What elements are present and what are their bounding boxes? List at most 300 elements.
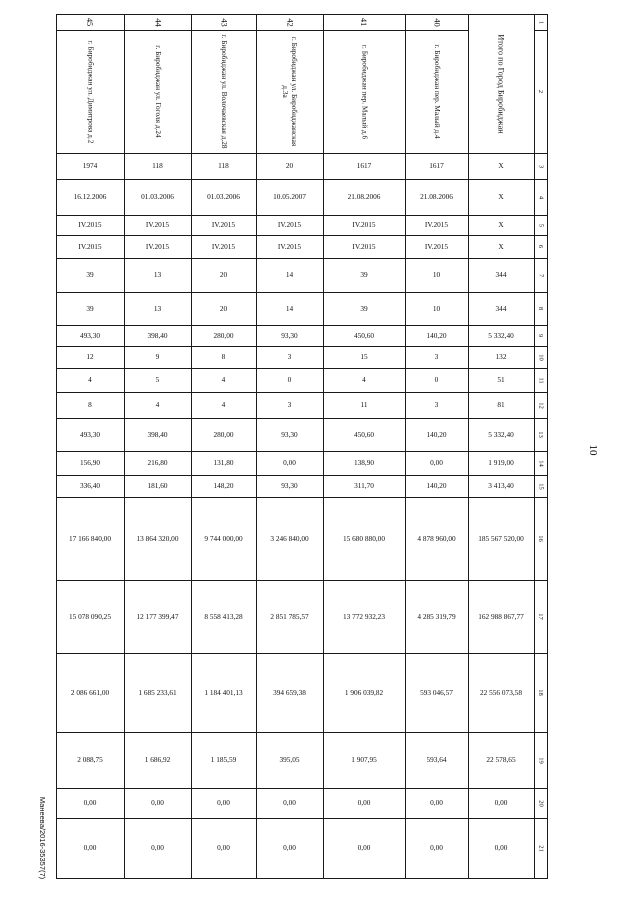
column-number [536,218,545,232]
table-cell [256,153,323,179]
total-cell-text: X [498,241,504,251]
table-cell [405,497,468,580]
table-cell [323,235,405,258]
table-cell [405,325,468,346]
table-cell-text: 12 177 399,47 [136,611,179,621]
total-cell [468,235,534,258]
total-cell-text: 1 919,00 [488,458,514,468]
merged-cell-mask [469,30,534,31]
total-cell [468,153,534,179]
total-cell-text: X [498,192,504,202]
table-cell [256,818,323,878]
table-cell [323,580,405,653]
table-cell-text: 280,00 [213,330,234,340]
table-cell-text: 12 [86,352,94,362]
table-cell-text: 118 [152,161,163,171]
table-cell-text: 0,00 [217,798,230,808]
table-cell-text: 8 [221,352,226,362]
total-cell [468,732,534,788]
record-address-text: г. Биробиджан пер. Малый д.4 [432,44,442,139]
total-cell [468,451,534,475]
table-cell-text: 1 686,92 [144,755,171,765]
table-cell [256,292,323,325]
table-cell-text: 13 [153,270,162,280]
table-cell-text: 14 [285,270,294,280]
table-cell-text: 593 046,57 [420,687,453,697]
table-cell-text: 1 184 401,13 [204,687,243,697]
table-cell-text: 15 [360,352,368,362]
column-number-text: 3 [537,164,544,168]
table-cell [405,292,468,325]
total-cell [468,418,534,451]
total-cell-text: 3 413,40 [488,481,514,491]
table-cell-text: 181,60 [147,481,168,491]
table-cell [124,653,191,732]
table-cell-text: 21.08.2006 [420,192,453,202]
table-cell-text: 93,30 [281,481,298,491]
total-cell [468,292,534,325]
record-address-text: г. Биробиджан ул. Волочаевская д.28 [219,34,229,149]
column-number [536,33,545,150]
table-cell [405,580,468,653]
table-cell-text: 1 907,95 [351,755,377,765]
total-cell [468,258,534,292]
table-cell [124,392,191,418]
table-cell [56,653,124,732]
column-number-text: 13 [537,431,544,438]
table-cell [323,215,405,235]
table-cell [56,475,124,497]
column-number [536,17,545,27]
table-cell [405,368,468,392]
column-number [536,478,545,494]
table-cell [56,788,124,818]
table-cell-text: 3 [287,352,292,362]
column-number [536,371,545,389]
table-cell [405,235,468,258]
record-number [258,17,321,27]
table-cell-text: 336,40 [79,481,101,491]
table-cell [405,179,468,215]
table-cell-text: 1617 [356,161,372,171]
table-cell-text: 10 [432,270,441,280]
table-cell [323,368,405,392]
table-cell-text: IV.2015 [78,220,102,230]
table-cell-text: 0,00 [430,458,443,468]
table-cell [56,292,124,325]
table-cell-text: 2 086 661,00 [70,687,110,697]
table-cell-text: 0,00 [283,458,296,468]
table-cell [191,580,256,653]
column-number-text: 1 [537,20,544,24]
table-cell-text: IV.2015 [277,241,302,251]
table-cell [323,451,405,475]
column-number [536,454,545,472]
table-cell [256,451,323,475]
total-cell-text: X [498,161,504,171]
table-cell [256,325,323,346]
record-address [407,33,466,150]
table-cell [191,153,256,179]
table-cell [56,325,124,346]
column-number-text: 21 [537,844,544,852]
table-cell-text: 140,20 [426,429,447,439]
table-cell-text: 3 [287,400,292,410]
record-address-text: г. Биробиджан ул. Гоголя д.24 [153,45,163,138]
total-cell-text: 22 578,65 [486,755,516,765]
table-cell-text: IV.2015 [211,220,236,230]
table-cell [124,418,191,451]
table-cell [191,392,256,418]
column-number [536,182,545,212]
column-number [536,295,545,322]
column-number [536,791,545,815]
table-cell [124,258,191,292]
table-cell-text: 593,64 [426,755,447,765]
table-cell-text: 1617 [429,161,444,171]
table-cell-text: 14 [285,303,294,313]
table-cell [191,732,256,788]
column-number-text: 2 [537,89,544,94]
table-cell-text: 13 [153,303,162,313]
table-cell [191,451,256,475]
total-cell [468,497,534,580]
table-cell-text: 0,00 [357,843,371,853]
table-cell-text: 9 744 000,00 [204,533,243,543]
table-cell-text: 3 [434,400,439,410]
table-cell [256,368,323,392]
table-cell-text: IV.2015 [145,220,170,230]
table-cell-text: 10 [432,303,441,313]
total-cell [468,346,534,368]
table-vertical-rule [547,14,548,879]
table-cell-text: 140,20 [426,481,447,491]
table-cell-text: 4 [88,375,92,385]
table-cell-text: IV.2015 [277,220,302,230]
total-cell [468,475,534,497]
total-cell-text: 0,00 [494,798,508,808]
total-cell-text: 344 [495,270,507,280]
table-cell-text: 394 659,38 [273,687,306,697]
table-cell-text: 20 [285,161,294,171]
table-cell-text: IV.2015 [145,241,170,251]
table-cell [56,451,124,475]
table-cell [56,392,124,418]
total-cell-text: 162 988 867,77 [478,611,524,621]
total-cell-text: 81 [497,400,505,410]
table-cell-text: 8 558 413,28 [204,611,243,621]
table-cell [323,179,405,215]
table-cell [191,235,256,258]
table-cell [323,653,405,732]
table-cell-text: 2 851 785,57 [270,611,309,621]
table-cell-text: 450,60 [353,330,375,340]
table-cell-text: 1 906 039,82 [344,687,384,697]
table-cell [124,179,191,215]
record-address [258,33,321,150]
table-cell [256,346,323,368]
table-cell [256,392,323,418]
table-cell [256,418,323,451]
table-cell [405,732,468,788]
table-cell [405,346,468,368]
record-number [325,17,403,27]
total-cell-text: 185 567 520,00 [478,533,524,543]
table-cell [256,215,323,235]
table-cell [256,258,323,292]
table-cell [256,179,323,215]
record-number-text: 41 [359,17,369,27]
table-cell-text: 39 [360,303,368,313]
table-cell-text: IV.2015 [78,241,102,251]
table-cell [256,788,323,818]
table-cell [124,368,191,392]
table-cell-text: 17 166 840,00 [69,533,111,543]
table-cell-text: IV.2015 [424,220,449,230]
table-cell [124,788,191,818]
table-cell-text: 3 [434,352,439,362]
record-address-text: г. Биробиджан ул. Димитрова д.2 [86,40,96,143]
record-number-text: 42 [285,17,294,27]
table-cell-text: 4 878 960,00 [417,533,456,543]
record-address-text: г. Биробиджан пер. Малый д.6 [360,44,370,139]
table-cell [256,580,323,653]
total-cell-text: 344 [495,303,507,313]
column-number-text: 16 [537,535,544,542]
table-cell-text: IV.2015 [352,241,376,251]
footer-code: Манеева/2016-35357(7) [38,796,47,880]
table-horizontal-rule [56,14,548,15]
table-cell-text: 4 [221,400,226,410]
table-cell-text: 10.05.2007 [273,192,306,202]
column-number [536,735,545,785]
total-cell [468,788,534,818]
column-number-text: 10 [537,353,544,361]
table-cell-text: 4 285 319,79 [417,611,456,621]
total-cell-text: 132 [495,352,507,362]
table-cell-text: 216,80 [147,458,168,468]
table-cell-text: IV.2015 [424,241,449,251]
total-cell-text: 5 332,40 [488,330,514,340]
total-cell [468,653,534,732]
total-cell [468,392,534,418]
table-cell [56,346,124,368]
table-cell [256,732,323,788]
table-cell-text: 93,30 [281,429,298,439]
table-cell [405,392,468,418]
table-cell-text: 39 [86,270,94,280]
table-cell [56,153,124,179]
table-cell [124,451,191,475]
table-cell [124,497,191,580]
table-cell-text: 13 864 320,00 [136,533,179,543]
table-cell-text: 39 [360,270,368,280]
column-number-text: 14 [537,459,544,467]
table-cell [256,235,323,258]
column-number-text: 12 [537,401,544,409]
record-number [126,17,189,27]
table-cell-text: 398,40 [147,429,168,439]
table-cell-text: 148,20 [213,481,234,491]
column-number [536,421,545,448]
table-cell [56,818,124,878]
table-cell [124,475,191,497]
table-cell [124,818,191,878]
table-cell [124,153,191,179]
table-cell-text: 15 680 880,00 [343,533,385,543]
table-cell [323,346,405,368]
table-cell [56,258,124,292]
table-cell-text: 0,00 [283,798,296,808]
table-cell [323,292,405,325]
table-cell-text: 311,70 [354,481,374,491]
table-cell [124,215,191,235]
table-cell-text: 0,00 [83,798,97,808]
total-cell [468,325,534,346]
table-cell [191,475,256,497]
table-cell [191,497,256,580]
record-number-text: 44 [153,17,162,27]
table-cell-text: 0 [287,375,292,385]
table-cell-text: 118 [218,161,229,171]
column-number-text: 18 [537,689,544,696]
table-cell-text: 13 772 932,23 [343,611,385,621]
table-cell [191,258,256,292]
table-cell [56,235,124,258]
table-cell-text: 20 [219,270,228,280]
table-cell [191,179,256,215]
table-cell [191,368,256,392]
table-cell [191,788,256,818]
table-cell-text: 01.03.2006 [141,192,174,202]
table-cell-text: 0 [434,375,439,385]
column-number [536,261,545,289]
table-cell-text: 4 [155,400,160,410]
record-number-text: 45 [85,17,95,27]
table-cell-text: 9 [155,352,160,362]
table-cell-text: 0,00 [217,843,230,853]
total-cell-text: 0,00 [494,843,508,853]
table-cell [191,418,256,451]
total-header-text: Итого по Город Биробиджан [496,33,506,134]
total-cell-text: 51 [497,375,505,385]
table-cell [405,475,468,497]
column-number [536,349,545,365]
record-address [58,33,122,150]
column-number [536,238,545,255]
table-cell [191,292,256,325]
column-number-text: 11 [537,376,544,384]
total-cell-text: X [498,220,504,230]
table-cell-text: 15 078 090,25 [69,611,111,621]
table-cell-text: 0,00 [357,798,371,808]
table-cell [405,653,468,732]
column-number [536,395,545,415]
record-number [58,17,122,27]
column-number-text: 5 [537,223,544,227]
table-cell-text: 4 [221,375,226,385]
table-cell-text: 4 [362,375,366,385]
table-cell [124,292,191,325]
record-address [325,33,403,150]
table-cell [56,732,124,788]
table-cell-text: 398,40 [147,330,168,340]
table-cell [256,653,323,732]
column-number [536,821,545,875]
table-cell-text: 8 [88,400,92,410]
table-cell-text: 156,90 [79,458,101,468]
table-cell-text: 20 [219,303,228,313]
table-cell-text: 280,00 [213,429,234,439]
table-cell [124,732,191,788]
table-cell-text: IV.2015 [352,220,376,230]
table-cell-text: 0,00 [83,843,97,853]
record-number [407,17,466,27]
total-cell [468,368,534,392]
table-cell [191,325,256,346]
table-cell [323,732,405,788]
table-cell-text: 395,05 [279,755,300,765]
column-number [536,156,545,176]
column-number-text: 15 [537,482,544,490]
table-cell [56,580,124,653]
table-cell-text: 3 246 840,00 [270,533,309,543]
total-cell-text: 5 332,40 [488,429,514,439]
total-header [471,19,531,148]
table-cell-text: 1 185,59 [210,755,237,765]
table-cell [405,451,468,475]
column-number-text: 6 [537,244,544,249]
table-cell-text: 0,00 [430,843,443,853]
table-cell [56,368,124,392]
total-cell [468,580,534,653]
table-cell-text: 0,00 [151,798,164,808]
table-cell [256,497,323,580]
table-cell [191,818,256,878]
table-cell [323,788,405,818]
table-cell [191,346,256,368]
column-number [536,328,545,343]
table-cell-text: 1 685 233,61 [138,687,177,697]
table-cell-text: IV.2015 [211,241,236,251]
table-cell [405,818,468,878]
record-number [193,17,254,27]
table-cell-text: 493,30 [79,429,101,439]
record-number-text: 43 [219,17,228,27]
total-cell [468,179,534,215]
table-cell [124,580,191,653]
table-cell [191,215,256,235]
column-number [536,656,545,729]
page-number: 10 [587,444,599,456]
column-number-text: 19 [537,756,544,764]
table-cell [323,475,405,497]
column-number-text: 8 [537,306,544,311]
table-cell-text: 0,00 [283,843,296,853]
table-cell [405,418,468,451]
table-cell [323,392,405,418]
table-cell-text: 93,30 [281,330,298,340]
table-cell [124,325,191,346]
table-cell [256,475,323,497]
table-cell [124,346,191,368]
table-cell [323,497,405,580]
table-cell [405,215,468,235]
table-cell-text: 450,60 [353,429,375,439]
table-cell-text: 1974 [82,161,98,171]
table-cell [56,497,124,580]
table-cell [323,258,405,292]
